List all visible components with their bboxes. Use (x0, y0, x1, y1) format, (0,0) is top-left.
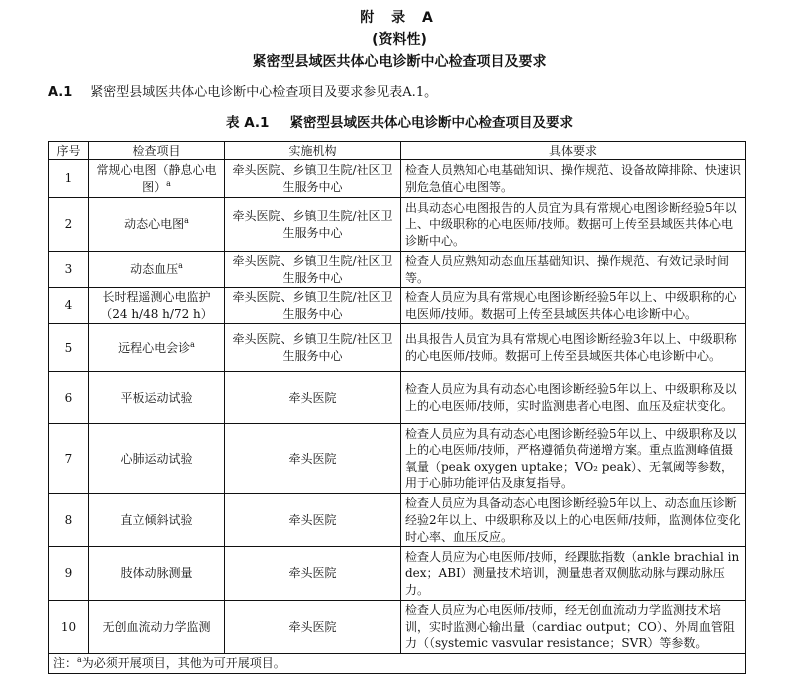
row-item (89, 601, 225, 654)
row-index: 3 (49, 252, 89, 288)
row-item-text: 肢体动脉测量 (120, 566, 193, 581)
row-institution: 牵头医院、乡镇卫生院/社区卫生服务中心 (225, 324, 401, 372)
appendix-subtitle: 紧密型县域医共体心电诊断中心检查项目及要求 (252, 54, 547, 70)
required-mark: a (184, 216, 189, 226)
row-requirements: 检查人员应为具有动态心电图诊断经验5年以上、中级职称及以上的心电医师/技师，严格遵循负荷递增方案。重点监测峰值摄氧量（peak oxygen uptake；VO₂ peak）、无氧阈等参数，用于心肺功能评估及康复指导。 (401, 424, 746, 494)
row-institution: 牵头医院、乡镇卫生院/社区卫生服务中心 (225, 160, 401, 198)
section-paragraph (48, 81, 437, 100)
table-header-row (49, 142, 746, 160)
row-index: 5 (49, 324, 89, 372)
table-row (49, 160, 746, 198)
row-item (89, 198, 225, 252)
table-footnote (49, 653, 746, 673)
table-row (49, 372, 746, 424)
row-requirements: 检查人员应熟知动态血压基础知识、操作规范、有效记录时间等。 (401, 252, 746, 288)
row-item (89, 424, 225, 494)
required-mark: a (178, 261, 183, 271)
section-number: A.1 (48, 85, 73, 100)
footnote-text: 为必须开展项目，其他为可开展项目。 (81, 655, 286, 670)
row-requirements: 检查人员应为心电医师/技师，经踝肱指数（ankle brachial index；ABI）测量技术培训，测量患者双侧肱动脉与踝动脉压力。 (401, 547, 746, 601)
row-institution: 牵头医院 (225, 494, 401, 547)
row-institution: 牵头医院 (225, 424, 401, 494)
row-item (89, 252, 225, 288)
row-index: 10 (49, 601, 89, 654)
row-institution: 牵头医院 (225, 547, 401, 601)
row-index: 1 (49, 160, 89, 198)
table-row (49, 198, 746, 252)
row-institution: 牵头医院、乡镇卫生院/社区卫生服务中心 (225, 252, 401, 288)
row-requirements: 检查人员应为具有动态心电图诊断经验5年以上、中级职称及以上的心电医师/技师，实时监测患者心电图、血压及症状变化。 (401, 372, 746, 424)
table-caption (0, 111, 799, 131)
row-requirements: 检查人员应为具有常规心电图诊断经验5年以上、中级职称的心电医师/技师。数据可上传至县域医共体心电诊断中心。 (401, 288, 746, 324)
row-index: 7 (49, 424, 89, 494)
row-item-text: 直立倾斜试验 (120, 512, 193, 527)
row-item-text: 心肺运动试验 (120, 451, 193, 466)
header-item: 检查项目 (89, 142, 225, 160)
appendix-title: 附 录 A (360, 10, 439, 26)
table-footnote-row (49, 653, 746, 673)
row-institution: 牵头医院、乡镇卫生院/社区卫生服务中心 (225, 198, 401, 252)
footnote-label: 注： (53, 655, 78, 670)
row-institution: 牵头医院 (225, 372, 401, 424)
row-requirements: 检查人员熟知心电基础知识、操作规范、设备故障排除、快速识别危急值心电图等。 (401, 160, 746, 198)
header-index: 序号 (49, 142, 89, 160)
required-mark: a (190, 339, 195, 349)
row-index: 2 (49, 198, 89, 252)
exam-items-table (48, 141, 746, 674)
row-institution: 牵头医院、乡镇卫生院/社区卫生服务中心 (225, 288, 401, 324)
row-item-text: 平板运动试验 (120, 390, 193, 405)
row-item (89, 372, 225, 424)
row-requirements: 出具报告人员宜为具有常规心电图诊断经验3年以上、中级职称的心电医师/技师。数据可上传至县域医共体心电诊断中心。 (401, 324, 746, 372)
table-caption-number: 表 A.1 (226, 115, 270, 131)
table-row (49, 252, 746, 288)
header-institution: 实施机构 (225, 142, 401, 160)
table-row (49, 494, 746, 547)
table-row (49, 547, 746, 601)
row-requirements: 检查人员应为具备动态心电图诊断经验5年以上、动态血压诊断经验2年以上、中级职称及以上的心电医师/技师，监测体位变化时心率、血压反应。 (401, 494, 746, 547)
table-row (49, 324, 746, 372)
header-requirements: 具体要求 (401, 142, 746, 160)
row-requirements: 检查人员应为心电医师/技师，经无创血流动力学监测技术培训，实时监测心输出量（cardiac output；CO）、外周血管阻力（（systemic vasvular resistance；SVR）等参数。 (401, 601, 746, 654)
row-item (89, 288, 225, 324)
row-item-text: 动态心电图 (124, 217, 185, 232)
row-item (89, 547, 225, 601)
row-index: 4 (49, 288, 89, 324)
row-index: 9 (49, 547, 89, 601)
row-item (89, 494, 225, 547)
row-institution: 牵头医院 (225, 601, 401, 654)
row-item-text: 长时程遥测心电监护（24 h/48 h/72 h） (100, 290, 213, 321)
appendix-note: (资料性) (372, 32, 427, 48)
row-item-text: 常规心电图（静息心电图） (96, 162, 217, 194)
row-item-text: 动态血压 (130, 262, 179, 277)
table-row (49, 601, 746, 654)
required-mark: a (166, 178, 171, 188)
section-text: 紧密型县域医共体心电诊断中心检查项目及要求参见表A.1。 (90, 85, 438, 100)
row-item (89, 160, 225, 198)
row-item-text: 远程心电会诊 (118, 340, 191, 355)
table-row (49, 288, 746, 324)
row-index: 8 (49, 494, 89, 547)
row-index: 6 (49, 372, 89, 424)
table-caption-title: 紧密型县域医共体心电诊断中心检查项目及要求 (289, 115, 573, 131)
table-row (49, 424, 746, 494)
row-item (89, 324, 225, 372)
row-item-text: 无创血流动力学监测 (102, 619, 211, 634)
row-requirements: 出具动态心电图报告的人员宜为具有常规心电图诊断经验5年以上、中级职称的心电医师/技师。数据可上传至县域医共体心电诊断中心。 (401, 198, 746, 252)
footnote-mark: a (77, 654, 82, 664)
